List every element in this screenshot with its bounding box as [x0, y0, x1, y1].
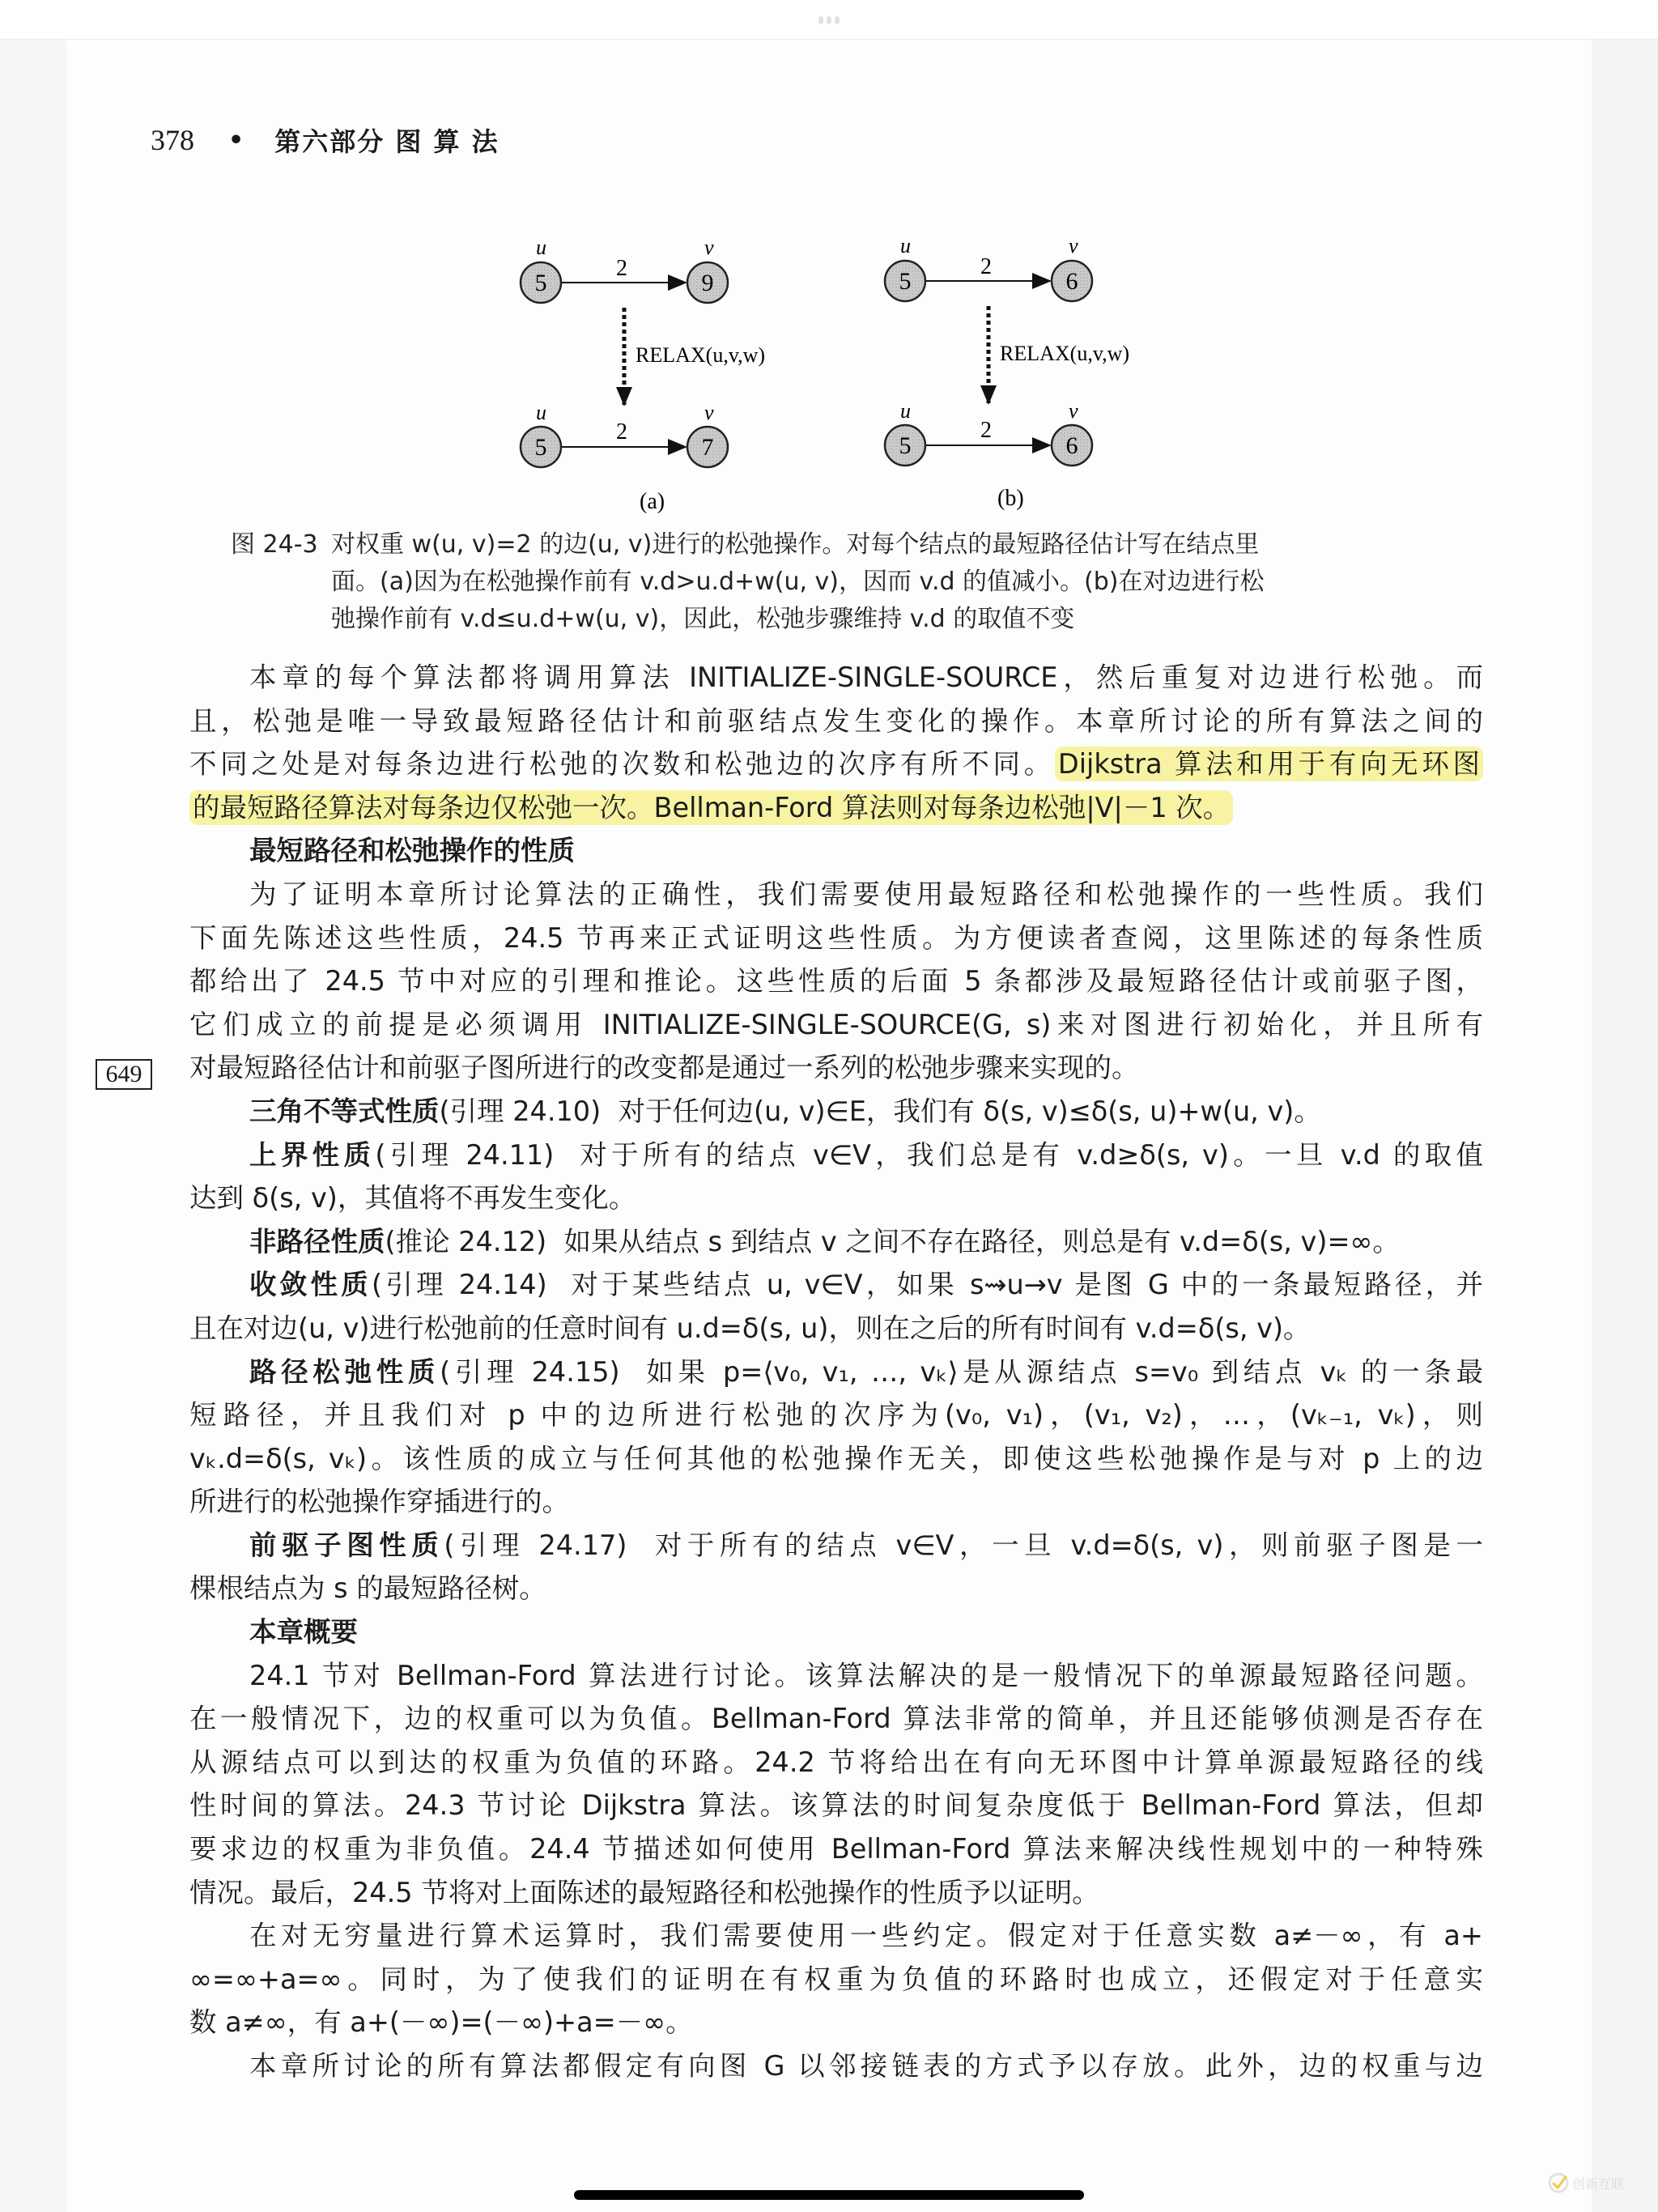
- paragraph-line: 且，松弛是唯一导致最短路径估计和前驱结点发生变化的操作。本章所讨论的所有算法之间的: [189, 704, 1483, 737]
- property-convergence: 收敛性质(引理 24.14) 对于某些结点 u, v∈V，如果 s⇝u→v 是图 G 中的一条最短路径，并: [249, 1269, 1483, 1301]
- margin-page-reference: 649: [96, 1059, 152, 1090]
- right-gutter: [1592, 40, 1658, 2212]
- body-text: [189, 656, 1483, 2088]
- paragraph-line: 下面先陈述这些性质，24.5 节再来正式证明这些性质。为方便读者查阅，这里陈述的每条性质: [189, 921, 1483, 954]
- paragraph-line: 从源结点可以到达的权重为负值的环路。24.2 节将给出在有向无环图中计算单源最短路径的线: [189, 1746, 1483, 1778]
- svg-text:2: 2: [980, 418, 992, 443]
- property-no-path: 非路径性质(推论 24.12) 如果从结点 s 到结点 v 之间不存在路径，则总是有 v.d=δ(s, v)=∞。: [249, 1225, 1400, 1257]
- watermark: [1548, 2172, 1624, 2193]
- svg-text:v: v: [704, 401, 714, 424]
- relax-arrow-head: [616, 387, 632, 406]
- svg-text:5: 5: [899, 268, 912, 295]
- paragraph-line: 都给出了 24.5 节中对应的引理和推论。这些性质的后面 5 条都涉及最短路径估计或前驱子图，: [189, 965, 1483, 998]
- svg-text:u: u: [900, 234, 911, 257]
- property-predecessor-subgraph: 前驱子图性质(引理 24.17) 对于所有的结点 v∈V，一旦 v.d=δ(s, v)，则前驱子图是一: [249, 1529, 1483, 1561]
- paragraph-line: 棵根结点为 s 的最短路径树。: [189, 1572, 546, 1605]
- paragraph-line: 要求边的权重为非负值。24.4 节描述如何使用 Bellman-Ford 算法来解决线性规划中的一种特殊: [189, 1833, 1483, 1865]
- paragraph-line: 达到 δ(s, v)，其值将不再发生变化。: [189, 1182, 636, 1214]
- paragraph-line: 对最短路径估计和前驱子图所进行的改变都是通过一系列的松弛步骤来实现的。: [189, 1052, 1139, 1084]
- svg-text:v: v: [1069, 234, 1078, 257]
- svg-text:6: 6: [1065, 268, 1078, 295]
- more-options-grabber-icon[interactable]: [818, 16, 840, 24]
- paragraph-line: 数 a≠∞，有 a+(－∞)=(－∞)+a=－∞。: [189, 2006, 693, 2039]
- paragraph-line: 24.1 节对 Bellman-Ford 算法进行讨论。该算法解决的是一般情况下的单源最短路径问题。: [249, 1659, 1483, 1691]
- page-number: 378: [151, 124, 194, 156]
- paragraph-line: 所进行的松弛操作穿插进行的。: [189, 1486, 569, 1518]
- svg-text:2: 2: [616, 419, 627, 445]
- section-heading: 本章概要: [249, 1616, 358, 1648]
- svg-text:7: 7: [701, 434, 714, 461]
- relax-diagram: [502, 227, 1166, 518]
- svg-text:6: 6: [1065, 432, 1078, 459]
- paragraph-line: 在对无穷量进行算术运算时，我们需要使用一些约定。假定对于任意实数 a≠－∞，有 a+: [249, 1920, 1483, 1952]
- highlighted-text[interactable]: 的最短路径算法对每条边仅松弛一次。Bellman-Ford 算法则对每条边松弛|V|－1 次。: [189, 790, 1233, 825]
- paragraph-line: ∞=∞+a=∞。同时，为了使我们的证明在有权重为负值的环路时也成立，还假定对于任意实: [189, 1963, 1483, 1995]
- svg-text:5: 5: [899, 432, 912, 459]
- paragraph-line: 它们成立的前提是必须调用 INITIALIZE-SINGLE-SOURCE(G, s)来对图进行初始化，并且所有: [189, 1008, 1483, 1040]
- svg-text:5: 5: [534, 434, 547, 461]
- panel-label-a: (a): [640, 489, 665, 514]
- watermark-text: 创新互联: [1572, 2176, 1625, 2192]
- section-heading: 最短路径和松弛操作的性质: [249, 835, 575, 867]
- node-label-v: v: [704, 236, 714, 259]
- paragraph-line: 为了证明本章所讨论算法的正确性，我们需要使用最短路径和松弛操作的一些性质。我们: [249, 878, 1483, 910]
- header-separator: •: [228, 125, 244, 155]
- caption-line: 面。(a)因为在松弛操作前有 v.d>u.d+w(u, v)，因而 v.d 的值减小。(b)在对边进行松: [331, 568, 1265, 596]
- paragraph-line: 在一般情况下，边的权重可以为负值。Bellman-Ford 算法非常的简单，并且还能够侦测是否存在: [189, 1703, 1483, 1735]
- viewer-top-bar: [0, 0, 1658, 40]
- panel-label-b: (b): [997, 486, 1024, 511]
- svg-text:RELAX(u,v,w): RELAX(u,v,w): [1000, 342, 1130, 365]
- watermark-logo-icon: [1548, 2172, 1569, 2193]
- part-title: 第六部分 图 算 法: [274, 126, 500, 157]
- highlighted-text[interactable]: Dijkstra 算法和用于有向无环图: [1055, 747, 1483, 781]
- node-label-u: u: [536, 236, 546, 259]
- paragraph-line: 不同之处是对每条边进行松弛的次数和松弛边的次序有所不同。 Dijkstra 算法和用于有向无环图: [189, 742, 1483, 786]
- caption-line: 弛操作前有 v.d≤u.d+w(u, v)，因此，松弛步骤维持 v.d 的取值不变: [331, 605, 1075, 633]
- property-triangle-inequality: 三角不等式性质(引理 24.10) 对于任何边(u, v)∈E，我们有 δ(s, v)≤δ(s, u)+w(u, v)。: [249, 1095, 1321, 1127]
- node-u-value: 5: [534, 270, 547, 296]
- node-v-value: 9: [701, 270, 714, 296]
- svg-text:u: u: [900, 399, 911, 423]
- paragraph-line: 情况。最后，24.5 节将对上面陈述的最短路径和松弛操作的性质予以证明。: [189, 1876, 1099, 1908]
- figure-caption: [231, 526, 1445, 638]
- property-path-relaxation: 路径松弛性质(引理 24.15) 如果 p=⟨v₀, v₁, …, vₖ⟩是从源结点 s=v₀ 到结点 vₖ 的一条最: [249, 1355, 1483, 1388]
- running-head: [151, 121, 500, 159]
- caption-line: 对权重 w(u, v)=2 的边(u, v)进行的松弛操作。对每个结点的最短路径估计写在结点里: [331, 530, 1260, 559]
- panel-b: [885, 234, 1129, 511]
- svg-text:u: u: [536, 401, 546, 424]
- paragraph-line: 短路径，并且我们对 p 中的边所进行松弛的次序为(v₀, v₁)，(v₁, v₂)，…，(vₖ₋₁, vₖ)，则: [189, 1399, 1483, 1431]
- paragraph-line: vₖ.d=δ(s, vₖ)。该性质的成立与任何其他的松弛操作无关，即使这些松弛操作是与对 p 上的边: [189, 1442, 1483, 1474]
- relax-label: RELAX(u,v,w): [636, 343, 766, 367]
- panel-a: [521, 236, 765, 514]
- paragraph-line: 性时间的算法。24.3 节讨论 Dijkstra 算法。该算法的时间复杂度低于 Bellman-Ford 算法，但却: [189, 1789, 1483, 1822]
- property-upper-bound: 上界性质(引理 24.11) 对于所有的结点 v∈V，我们总是有 v.d≥δ(s, v)。一旦 v.d 的取值: [249, 1138, 1483, 1171]
- edge-weight: 2: [616, 256, 627, 281]
- paragraph-line: [189, 786, 1483, 830]
- svg-text:v: v: [1069, 399, 1078, 423]
- paragraph-line: 且在对边(u, v)进行松弛前的任意时间有 u.d=δ(s, u)，则在之后的所有时间有 v.d=δ(s, v)。: [189, 1312, 1311, 1344]
- figure-24-3: [502, 227, 1166, 518]
- figure-number: 图 24-3: [231, 530, 318, 559]
- home-indicator[interactable]: [574, 2190, 1084, 2200]
- paragraph-line: 本章的每个算法都将调用算法 INITIALIZE-SINGLE-SOURCE，然后重复对边进行松弛。而: [249, 661, 1483, 693]
- paragraph-line: 本章所讨论的所有算法都假定有向图 G 以邻接链表的方式予以存放。此外，边的权重与边: [249, 2050, 1483, 2082]
- svg-text:2: 2: [980, 254, 992, 279]
